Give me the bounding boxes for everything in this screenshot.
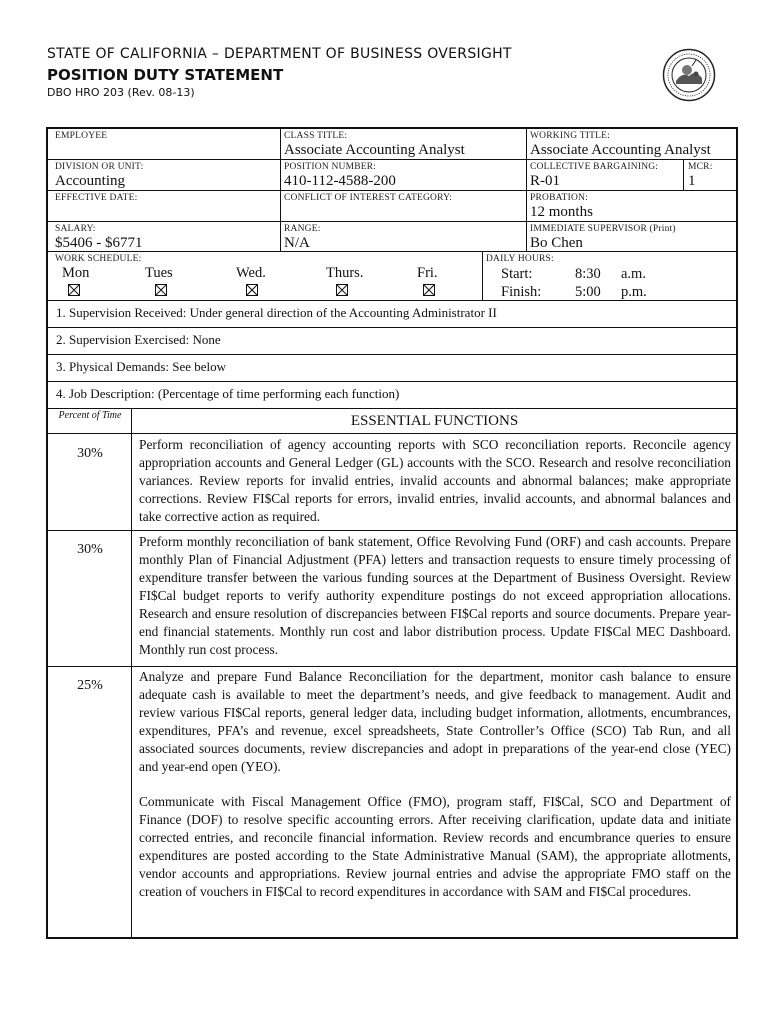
- working-title-value[interactable]: Associate Accounting Analyst: [530, 142, 711, 158]
- work-schedule-label: WORK SCHEDULE:: [55, 254, 142, 264]
- daily-hours-label: DAILY HOURS:: [486, 254, 554, 264]
- salary-label: SALARY:: [55, 224, 96, 234]
- effective-date-label: EFFECTIVE DATE:: [55, 193, 138, 203]
- day-label-thurs: Thurs.: [326, 265, 364, 281]
- conflict-category-label: CONFLICT OF INTEREST CATEGORY:: [284, 193, 453, 203]
- start-time[interactable]: 8:30: [575, 266, 601, 282]
- day-label-mon: Mon: [62, 265, 90, 281]
- probation-value[interactable]: 12 months: [530, 204, 593, 220]
- finish-ampm: p.m.: [621, 284, 647, 300]
- function-3-percent: 25%: [77, 678, 103, 693]
- employee-label: EMPLOYEE: [55, 131, 108, 141]
- position-number-label: POSITION NUMBER:: [284, 162, 377, 172]
- job-description-heading: 4. Job Description: (Percentage of time performing each function): [56, 386, 400, 401]
- physical-demands: 3. Physical Demands: See below: [56, 359, 227, 374]
- range-value[interactable]: N/A: [284, 235, 310, 251]
- division-label: DIVISION OR UNIT:: [55, 162, 144, 172]
- mcr-value[interactable]: 1: [688, 173, 696, 189]
- day-label-fri: Fri.: [417, 265, 438, 281]
- salary-value[interactable]: $5406 - $6771: [55, 235, 143, 251]
- day-checkbox-tues[interactable]: [155, 284, 167, 296]
- supervisor-label: IMMEDIATE SUPERVISOR (Print): [530, 224, 676, 234]
- day-checkbox-wed[interactable]: [246, 284, 258, 296]
- function-1-description: Perform reconciliation of agency accounting reports with SCO reconciliation reports. Reconcile agency appropriation accounts and General Ledger (GL) accounts with the SCO. Research and resolve reconciliation variances. Review reports for invalid entries, invalid accounts and abnormal balances; make appropriate corrections. Review FI$Cal reports for errors, invalid entries, invalid accounts, and abnormal balances and take corrective action as required.: [139, 437, 731, 524]
- probation-label: PROBATION:: [530, 193, 588, 203]
- document-title: POSITION DUTY STATEMENT: [47, 66, 284, 84]
- supervision-received: 1. Supervision Received: Under general direction of the Accounting Administrator II: [56, 305, 497, 320]
- state-seal-icon: [662, 48, 716, 102]
- position-number-value[interactable]: 410-112-4588-200: [284, 173, 396, 189]
- function-2-description: Preform monthly reconciliation of bank statement, Office Revolving Fund (ORF) and cash accounts. Prepare monthly Plan of Financial Adjustment (PFA) letters and transaction requests to ensure timely processing of expenditure transfer between the various funding sources at the Department of Business Oversight. Review FI$Cal budget reports to verify authority expenditure postings do not exceed appropriation allocations. Research and ensure resolution of discrepancies between FI$Cal reports and source documents. Prepare year-end financial statements. Monthly run cost and labor distribution process. Update FI$Cal MEC Dashboard. Monthly run cost process.: [139, 534, 731, 657]
- function-2-percent: 30%: [77, 542, 103, 557]
- start-ampm: a.m.: [621, 266, 646, 282]
- collective-bargaining-value[interactable]: R-01: [530, 173, 560, 189]
- supervisor-value[interactable]: Bo Chen: [530, 235, 583, 251]
- collective-bargaining-label: COLLECTIVE BARGAINING:: [530, 162, 659, 172]
- day-label-wed: Wed.: [236, 265, 266, 281]
- essential-functions-header: ESSENTIAL FUNCTIONS: [350, 413, 519, 429]
- function-1-percent: 30%: [77, 446, 103, 461]
- start-label: Start:: [501, 266, 533, 282]
- range-label: RANGE:: [284, 224, 321, 234]
- mcr-label: MCR:: [688, 162, 713, 172]
- function-3-description-part-1: Analyze and prepare Fund Balance Reconciliation for the department, monitor cash balance to ensure adequate cash is available to meet the department’s needs, and give feedback to management. Audit and review various FI$Cal reports, general ledger data, including budget information, allotments, encumbrances, expenditures, PFA’s and revenue, excel spreadsheets, State Controller’s Office (SCO) Tab Run, and all associated sources documents, review discrepancies and adopt in preparations of the year-end close (YEC) and year-end open (YEO).: [139, 669, 731, 774]
- class-title-label: CLASS TITLE:: [284, 131, 348, 141]
- agency-heading: STATE OF CALIFORNIA – DEPARTMENT OF BUSINESS OVERSIGHT: [47, 46, 512, 62]
- day-checkbox-thurs[interactable]: [336, 284, 348, 296]
- working-title-label: WORKING TITLE:: [530, 131, 610, 141]
- supervision-exercised: 2. Supervision Exercised: None: [56, 332, 221, 347]
- function-3-description-part-2: Communicate with Fiscal Management Office (FMO), program staff, FI$Cal, SCO and Department of Finance (DOF) to resolve specific accounting errors. After receiving clarification, update data and initiate corrected entries, and reconcile financial information. Review records and encumbrance queries to ensure expenditures are posted according to the State Administrative Manual (SAM), the appropriate allotments, vendor accounts and appropriations. Review journal entries and advise the appropriate FMO staff on the creation of vouchers in FI$Cal to record expenditures in accordance with SAM and FI$Cal procedures.: [139, 794, 731, 899]
- form-id: DBO HRO 203 (Rev. 08-13): [47, 86, 195, 99]
- division-value[interactable]: Accounting: [55, 173, 125, 189]
- class-title-value[interactable]: Associate Accounting Analyst: [284, 142, 465, 158]
- percent-of-time-header: Percent of Time: [58, 410, 122, 421]
- day-checkbox-mon[interactable]: [68, 284, 80, 296]
- finish-time[interactable]: 5:00: [575, 284, 601, 300]
- day-label-tues: Tues: [145, 265, 173, 281]
- finish-label: Finish:: [501, 284, 542, 300]
- day-checkbox-fri[interactable]: [423, 284, 435, 296]
